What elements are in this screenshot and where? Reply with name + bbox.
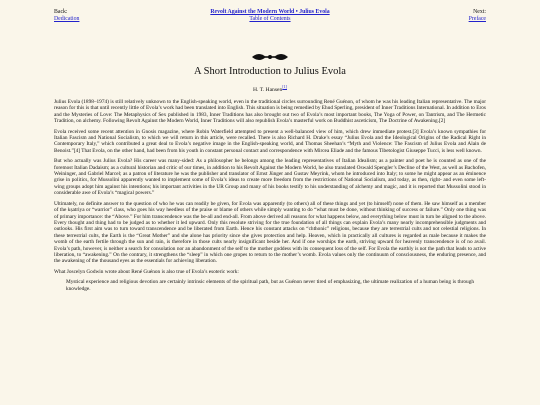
paragraph: But who actually was Julius Evola? His career was many-sided: As a philosopher he belongs among the leading representatives of Italian Idealism; as a painter and poet he is counted as one of the foremost Italian Dadaism; as a cultural historian and critic of our times, in addition to his Revolt Against the Modern World, he also translated Oswald Spengler’s Decline of the West, as well as Bachofen, Weininger, and Gabriel Marcel; as a patron of literature he was the publisher and translator of Ernst Jünger and Gustav Meyrink, whom he introduced into Italy; to some he might appear as an éminence grise in politics, for Mussolini apparently wanted to implement some of Evola’s ideas to create more freedom from the restrictions of National Socialism, and today, as then, right- and even some left-wing groups adopt him against his intentions; his important activities in the UR Group and many of his books testify to his understanding of alchemy and magic, and it is reported that Mussolini stood in considerable awe of Evola’s “magical powers.” [54,158,486,197]
author-name: H. T. Hansen [253,87,283,93]
footnote-link[interactable]: [1] [282,84,287,90]
next-label: Next: [473,9,486,15]
nav-center [0,9,540,22]
navigation-header [0,0,540,35]
chapter-title: A Short Introduction to Julius Evola [194,66,346,77]
decorative-ornament-icon [250,51,290,63]
nav-next [469,9,486,22]
author-line [0,84,540,93]
next-link[interactable]: Preface [468,15,486,22]
block-quote: Mystical experience and religious devotion are certainly intrinsic elements of the spiritual path, but as Guénon never tired of emphasizing, the ultimate realization of a human being is through knowledge. [66,279,474,292]
back-link[interactable]: Dedication [54,15,80,22]
book-title-link[interactable]: Revolt Against the Modern World • Julius Evola [210,9,330,15]
paragraph: Evola received some recent attention in Gnosis magazine, where Robin Waterfield attempted to present a well-balanced view of him, which drew immediate protest.[3] Evola’s known sympathies for Italian Fascism and National Socialism, to which we will return in this article, were recalled. There is also Richard H. Drake’s essay “Julius Evola and the Ideological Origins of the Radical Right in Contemporary Italy,” which contributed a great deal to Evola’s negative image in the English-speaking world, and Thomas Sheehan’s “Myth and Violence: The Fascism of Julius Evola and Alain de Benoist.”[4] That Evola, on the other hand, had been from his youth in constant personal contact and correspondence with Mircea Eliade and the famous Tibetologist Giuseppe Tucci, is less well known. [54,128,486,154]
toc-link[interactable]: Table of Contents [249,15,291,22]
back-label: Back: [54,9,68,15]
paragraph: What Joscelyn Godwin wrote about René Guénon is also true of Evola’s esoteric work: [54,268,239,275]
article-body [54,99,486,292]
paragraph: Ultimately, no definite answer to the question of who he was can readily be given, for Evola was apparently (to others) all of these things and yet (to himself) none of them. He saw himself as a member of the kṣatriya or “warrior” class, who goes his way heedless of the praise or blame of others while simply wanting to do “what must be done, without thinking of success or failure.” Only one thing was of primary importance: the “Above.” For him transcendence was the be-all and end-all. From above derived all reasons for what happens below, and everything below must in turn be aligned to the above. Every thought and thing had to be judged as to whether it led upward. Only this resolute striving for the true foundation of all things can explain Evola’s many nearly incomprehensible judgments and outlooks. His first aim was to turn toward transcendence and be liberated from Earth. Hence his constant attacks on “chthonic” religions, because they are terrestrial cults and not celestial religions. In these terrestrial cults, the Earth is the “Great Mother” and she alone has priority since she gives protection and help. Heaven, which in practically all cultures is regarded as male because it makes the womb of the earth fertile through the sun and rain, is therefore in those cults nearly insignificant beside her. And if one worships the earth, striving upward for heavenly transcendence is of no avail. Evola’s path, however, is neither a search for consolation nor an abandonment of the self to the mother goddess with its consequent loss of the self. For Evola the earthly is not the path that leads to active liberation, to “awakening.” On the contrary, it strengthens the “sleep” in which one gropes to return to the mother’s womb. Evola values only the continuum of consciousness, the enduring presence, and the awakening of the thousand eyes as the essentials for achieving liberation. [54,200,486,265]
paragraph: Julius Evola (1898–1974) is still relatively unknown to the English-speaking world, even in the traditional circles surrounding René Guénon, of whom he was his leading Italian representative. The major reason for this is that until recently little of Evola’s work had been translated into English. This situation is being remedied by Ehud Sperling, president of Inner Traditions International. In addition to Eros and the Mysteries of Love: The Metaphysics of Sex published in 1983, Inner Traditions has also brought out two of Evola’s most important books, The Yoga of Power, on Tantrism, and The Hermetic Tradition, on alchemy. Following Revolt Against the Modern World, Inner Traditions will also republish Evola’s masterful work on Buddhist asceticism, The Doctrine of Awakening.[2] [54,99,486,125]
